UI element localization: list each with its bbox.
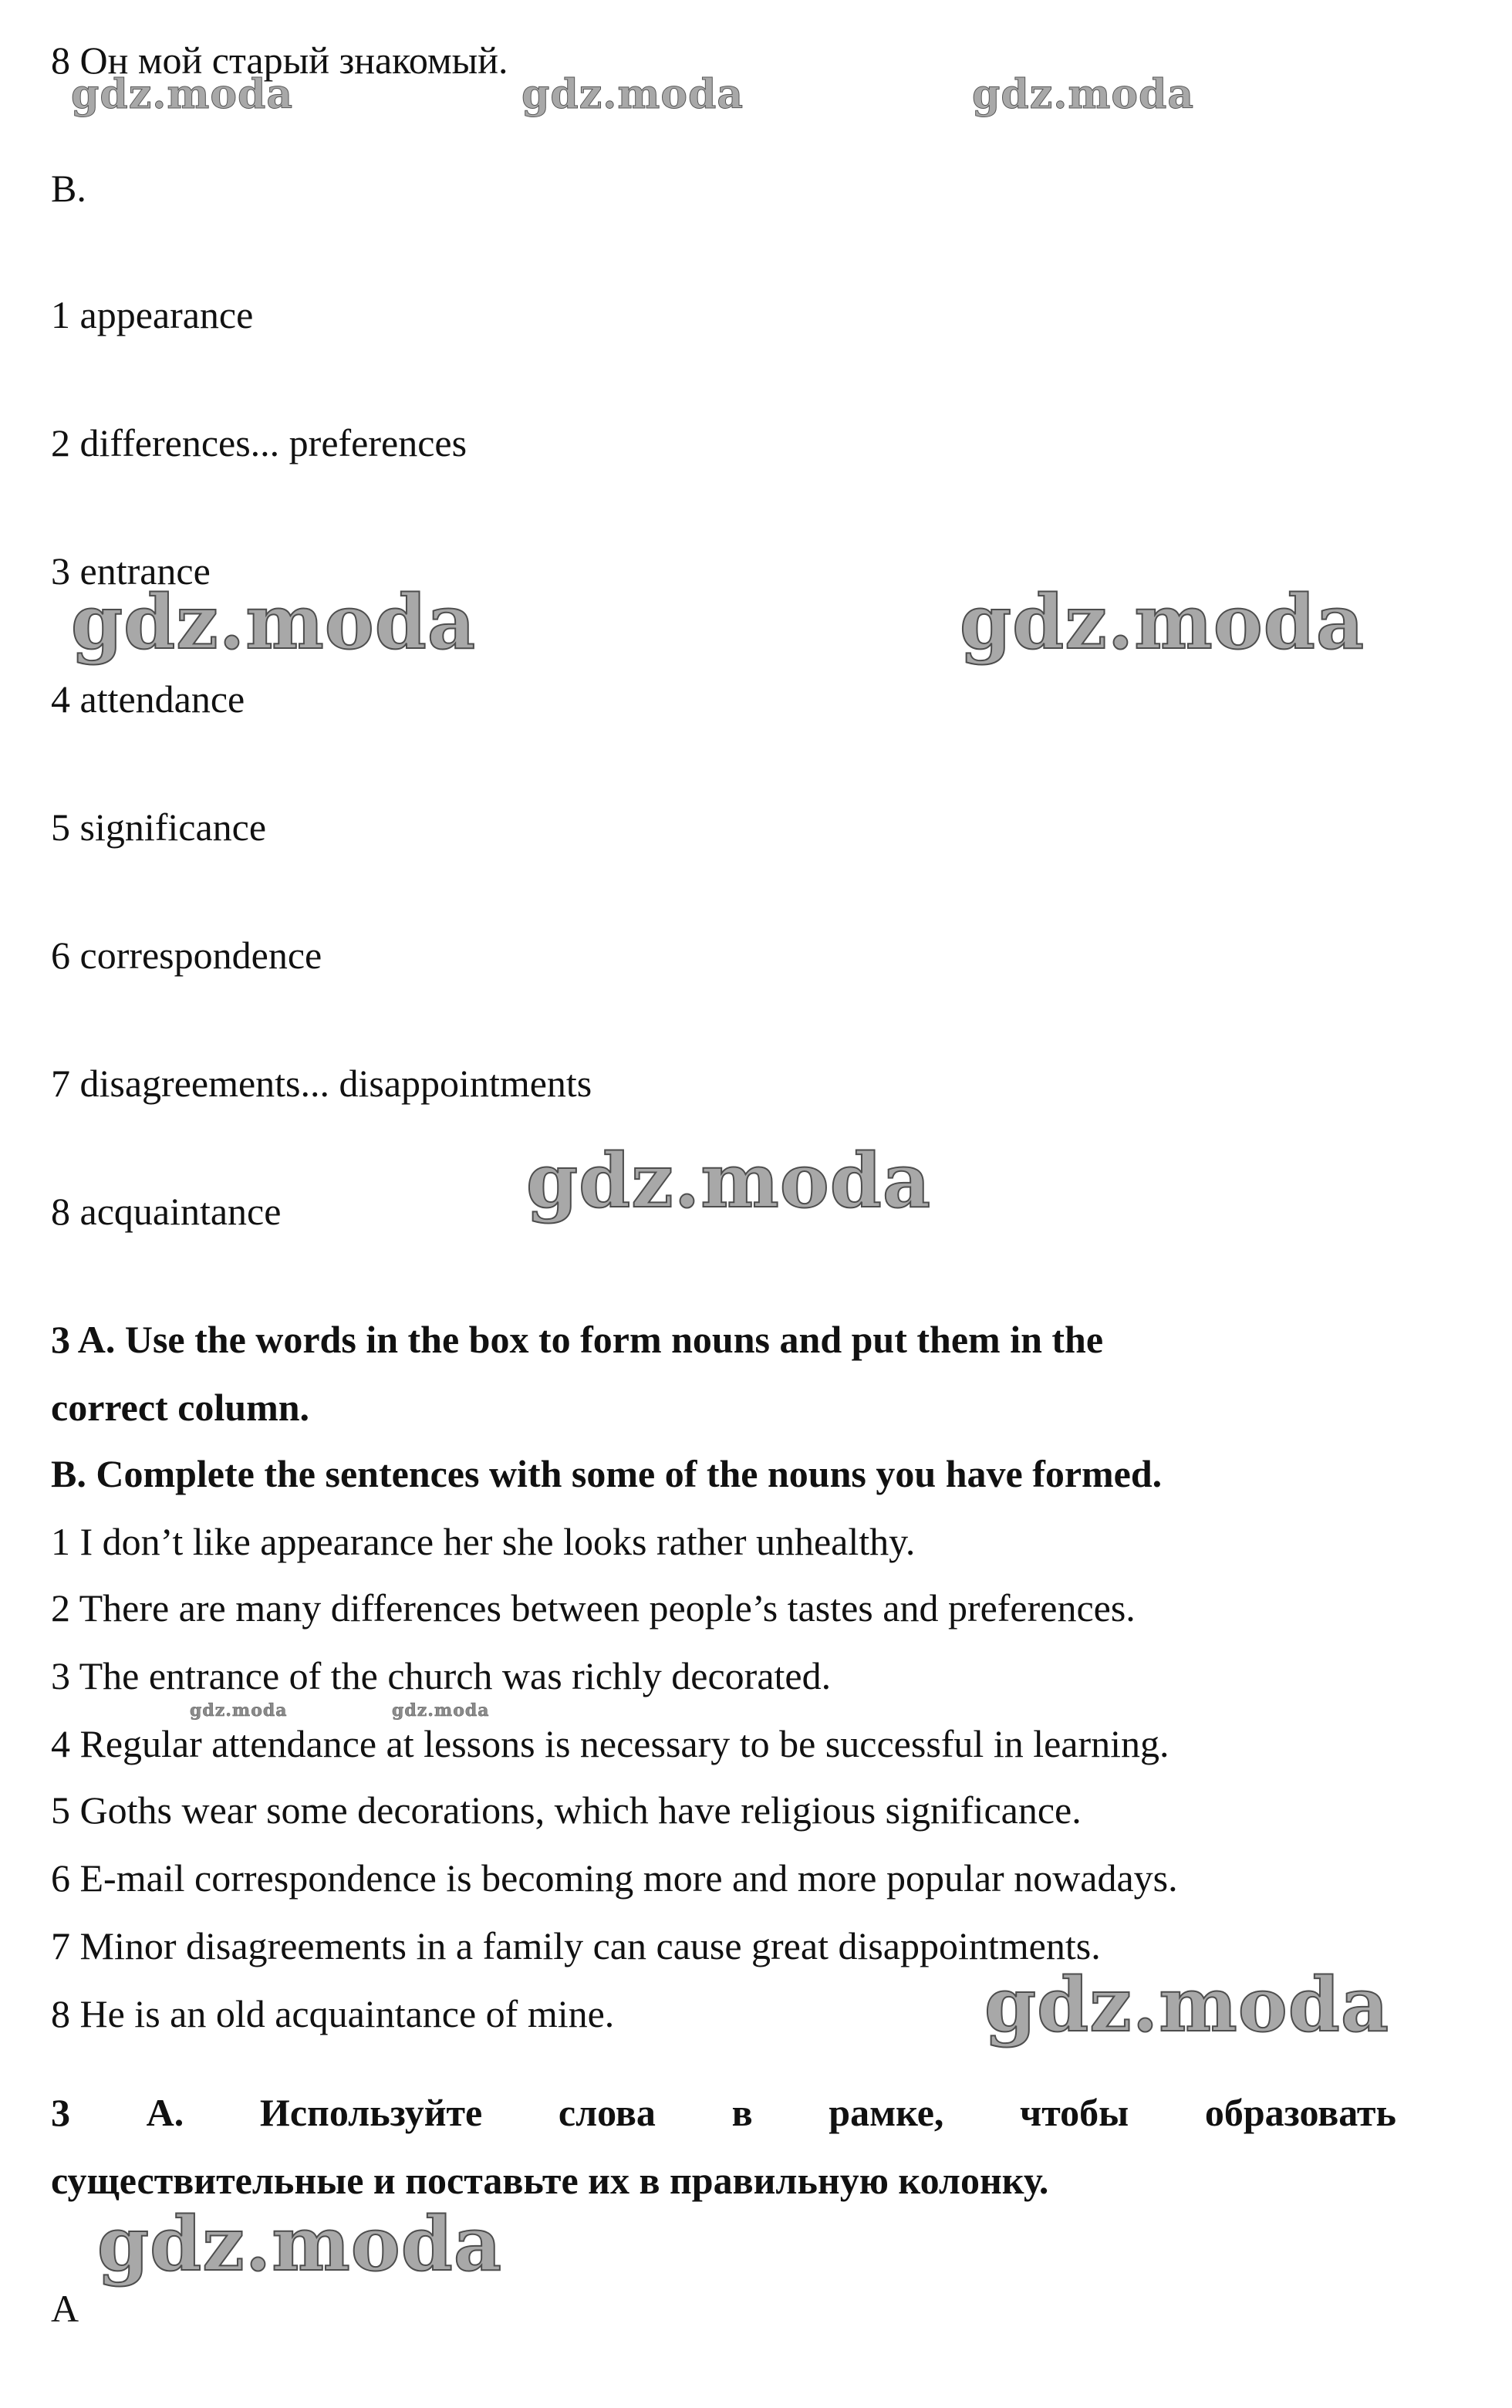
task-ru-word: слова — [558, 2091, 656, 2134]
task-b-title: B. Complete the sentences with some of the nouns you have formed. — [51, 1452, 1163, 1495]
answer-7: 7 disagreements... disappointments — [51, 1062, 592, 1105]
sentence-7: 7 Minor disagreements in a family can cause great disappointments. — [51, 1924, 1101, 1967]
answer-4: 4 attendance — [51, 677, 245, 721]
answer-2: 2 differences... preferences — [51, 421, 467, 464]
watermark: gdz.moda — [392, 1700, 490, 1721]
answer-8: 8 acquaintance — [51, 1190, 282, 1233]
sentence-3: 3 The entrance of the church was richly decorated. — [51, 1654, 832, 1697]
answer-3: 3 entrance — [51, 549, 211, 593]
watermark: gdz.moda — [521, 71, 744, 118]
task-ru-word: А. — [146, 2091, 184, 2134]
section-b-label: B. — [51, 167, 86, 210]
answer-5: 5 significance — [51, 805, 267, 849]
watermark: gdz.moda — [97, 2200, 503, 2288]
ru-line-8: 8 Он мой старый знакомый. — [51, 39, 508, 82]
watermark: gdz.moda — [71, 71, 294, 118]
task-ru-line1 — [51, 2089, 1396, 2136]
section-a-label: А — [51, 2287, 79, 2330]
sentence-1: 1 I don’t like appearance her she looks rather unhealthy. — [51, 1520, 916, 1563]
sentence-6: 6 E-mail correspondence is becoming more and more popular nowadays. — [51, 1856, 1178, 1900]
task-ru-line2: существительные и поставьте их в правильную колонку. — [51, 2159, 1049, 2202]
task-a-title-line1: 3 A. Use the words in the box to form nouns and put them in the — [51, 1318, 1104, 1361]
task-ru-word: чтобы — [1020, 2091, 1129, 2134]
task-ru-word: образовать — [1204, 2091, 1396, 2134]
answer-6: 6 correspondence — [51, 934, 322, 977]
task-ru-word: Используйте — [259, 2091, 483, 2134]
sentence-5: 5 Goths wear some decorations, which have religious significance. — [51, 1788, 1082, 1832]
watermark: gdz.moda — [190, 1700, 288, 1721]
watermark: gdz.moda — [960, 579, 1365, 666]
watermark: gdz.moda — [71, 579, 477, 666]
task-ru-word: в — [731, 2091, 753, 2134]
task-ru-word: 3 — [51, 2091, 70, 2134]
watermark: gdz.moda — [526, 1137, 932, 1224]
sentence-4: 4 Regular attendance at lessons is necessary to be successful in learning. — [51, 1722, 1169, 1765]
watermark: gdz.moda — [972, 71, 1195, 118]
sentence-8: 8 He is an old acquaintance of mine. — [51, 1992, 615, 2035]
task-a-title-line2: correct column. — [51, 1386, 310, 1429]
sentence-2: 2 There are many differences between people’s tastes and preferences. — [51, 1586, 1136, 1630]
watermark: gdz.moda — [984, 1961, 1390, 2048]
task-ru-word: рамке, — [829, 2091, 944, 2134]
answer-1: 1 appearance — [51, 293, 254, 336]
